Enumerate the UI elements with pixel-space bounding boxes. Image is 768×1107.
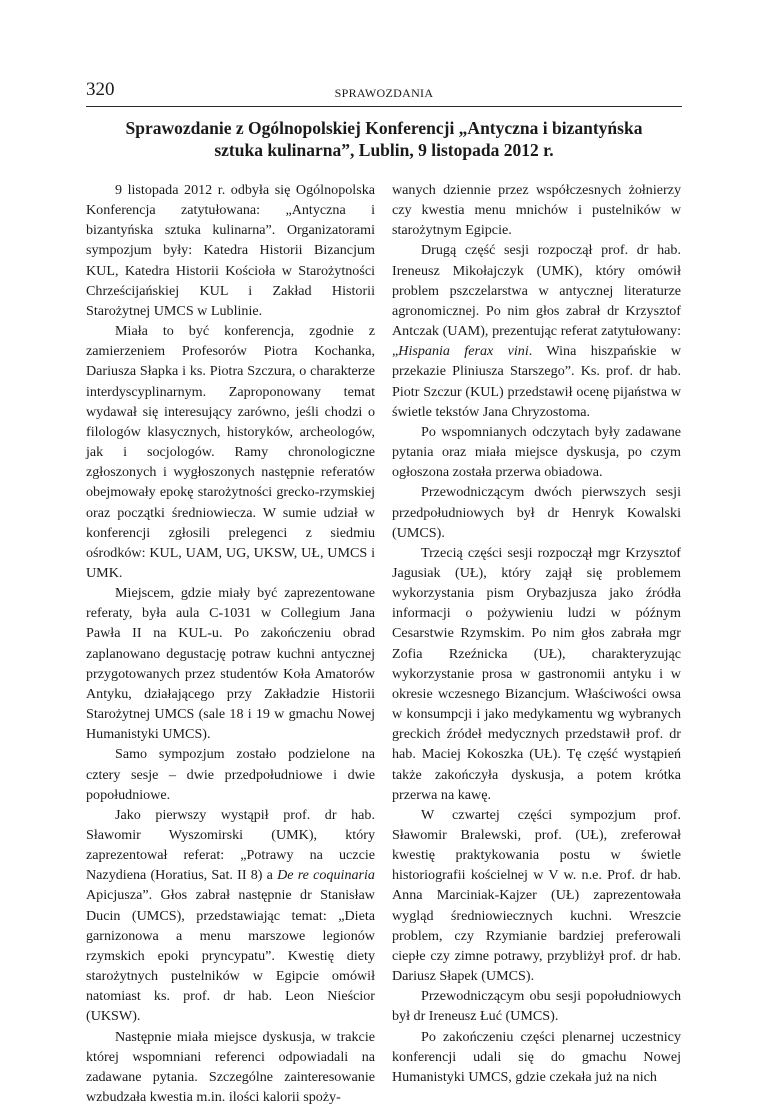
paragraph-continued: wanych dziennie przez współczesnych żołnierzy czy kwestia menu mnichów i pustelników w starożytnym Egipcie. <box>392 182 681 239</box>
paragraph: Po wspomnianych odczytach były zadawane pytania oraz miała miejsce dyskusja, po czym ogłoszona została przerwa obiadowa. <box>392 423 681 481</box>
italic-title: De re coquinaria <box>277 867 375 884</box>
paragraph: Po zakończeniu części plenarnej uczestnicy konferencji udali się do gmachu Nowej Humanistyki UMCS, gdzie czekała już na nich <box>392 1028 681 1085</box>
paragraph: Przewodniczącym dwóch pierwszych sesji przedpołudniowych był dr Henryk Kowalski (UMCS). <box>392 484 681 541</box>
right-column <box>392 180 681 1087</box>
article-title: Sprawozdanie z Ogólnopolskiej Konferencji „Antyczna i bizantyńska sztuka kulinarna”, Lublin, 9 listopada 2012 r. <box>125 118 643 160</box>
running-head: SPRAWOZDANIA <box>334 86 434 100</box>
text-run: Drugą część sesji rozpoczął prof. dr hab. Ireneusz Mikołajczyk (UMK), który omówił problem pszczelarstwa w antycznej literaturze agronomicznej. Po nim głos zabrał dr Krzysztof Antczak (UAM), prezentując referat zatytułowany: „ <box>392 242 681 360</box>
header-rule <box>86 106 682 107</box>
paragraph: Przewodniczącym obu sesji popołudniowych był dr Ireneusz Łuć (UMCS). <box>392 988 681 1025</box>
paragraph: Samo sympozjum zostało podzielone na cztery sesje – dwie przedpołudniowe i dwie popołudniowe. <box>86 746 375 803</box>
page-number: 320 <box>86 79 115 100</box>
italic-title: Hispania ferax vini <box>398 343 529 360</box>
paragraph: Miejscem, gdzie miały być zaprezentowane referaty, była aula C-1031 w Collegium Jana Pawła II na KUL-u. Po zakończeniu obrad zaplanowano degustację potraw kuchni antycznej przygotowanych przez studentów Koła Amatorów Antyku, działającego przy Zakładzie Historii Starożytnej UMCS (sale 18 i 19 w gmachu Nowej Humanistyki UMCS). <box>86 585 375 743</box>
text-run: Jako pierwszy wystąpił prof. dr hab. Sławomir Wyszomirski (UMK), który zaprezentował referat: „Potrawy na uczcie Nazydiena (Horatius, Sat. II 8) a <box>86 806 375 884</box>
text-run: Apicjusza”. Głos zabrał następnie dr Stanisław Ducin (UMCS), przedstawiając temat: „Dieta garnizonowa a menu marszowe legionów rzymskich epoki pryncypatu”. Kwestię diety starożytnych pustelników w Egipcie omówił natomiast ks. prof. dr hab. Leon Nieścior (UKSW). <box>86 887 375 1025</box>
paragraph <box>392 240 681 421</box>
paragraph: 9 listopada 2012 r. odbyła się Ogólnopolska Konferencja zatytułowana: „Antyczna i bizantyńska sztuka kulinarna”. Organizatorami sympozjum były: Katedra Historii Bizancjum KUL, Katedra Historii Kościoła w Starożytności Chrześcijańskiej KUL i Zakład Historii Starożytnej UMCS w Lublinie. <box>86 182 375 319</box>
paragraph: Miała to być konferencja, zgodnie z zamierzeniem Profesorów Piotra Kochanka, Dariusza Słapka i ks. Piotra Szczura, o charakterze interdyscyplinarnym. Zaproponowany temat wydawał się interesujący zarówno, jeśli chodzi o filologów klasycznych, historyków, archeologów, jak i socjologów. Ramy chronologiczne zgłoszonych i wygłoszonych następnie referatów obejmowały epokę starożytności grecko-rzymskiej oraz początki średniowiecza. W sumie udział w konferencji zgłosili prelegenci z siedmiu ośrodków: KUL, UAM, UG, UKSW, UŁ, UMCS i UMK. <box>86 323 375 581</box>
paragraph: Następnie miała miejsce dyskusja, w trakcie której wspomniani referenci odpowiadali na zadawane pytania. Szczególne zainteresowanie wzbudzała kwestia m.in. ilości kalorii spoży- <box>86 1028 375 1106</box>
paragraph: Trzecią części sesji rozpoczął mgr Krzysztof Jagusiak (UŁ), który zajął się problemem wykorzystania pism Orybazjusza jako źródła informacji o pożywieniu ludzi w późnym Cesarstwie Rzymskim. Po nim głos zabrała mgr Zofia Rzeźnicka (UŁ), charakteryzując wykorzystanie prosa w gastronomii antyku i w okresie wczesnego Bizancjum. Właściwości owsa w konsumpcji i jako medykamentu wg wybranych greckich źródeł medycznych przedstawił prof. dr hab. Maciej Kokoszka (UŁ). Tę część wystąpień także zakończyła dyskusja, a potem krótka przerwa na kawę. <box>392 544 681 803</box>
paragraph <box>86 805 375 1027</box>
left-column <box>86 180 375 1107</box>
text-run: . Wina hiszpańskie w przekazie Pliniusza Starszego”. Ks. prof. dr hab. Piotr Szczur (KUL) przedstawił ocenę pijaństwa w świetle tekstów Jana Chryzostoma. <box>392 343 681 420</box>
paragraph: W czwartej części sympozjum prof. Sławomir Bralewski, prof. (UŁ), zreferował kwestię praktykowania postu w świetle historiografii kościelnej w V w. n.e. Prof. dr hab. Anna Marciniak-Kajzer (UŁ) zaprezentowała wygląd średniowiecznych kuchni. Wreszcie problem, czy Rzymianie bardziej preferowali ciepłe czy zimne potrawy, przybliżył prof. dr hab. Dariusz Słapek (UMCS). <box>392 806 681 985</box>
